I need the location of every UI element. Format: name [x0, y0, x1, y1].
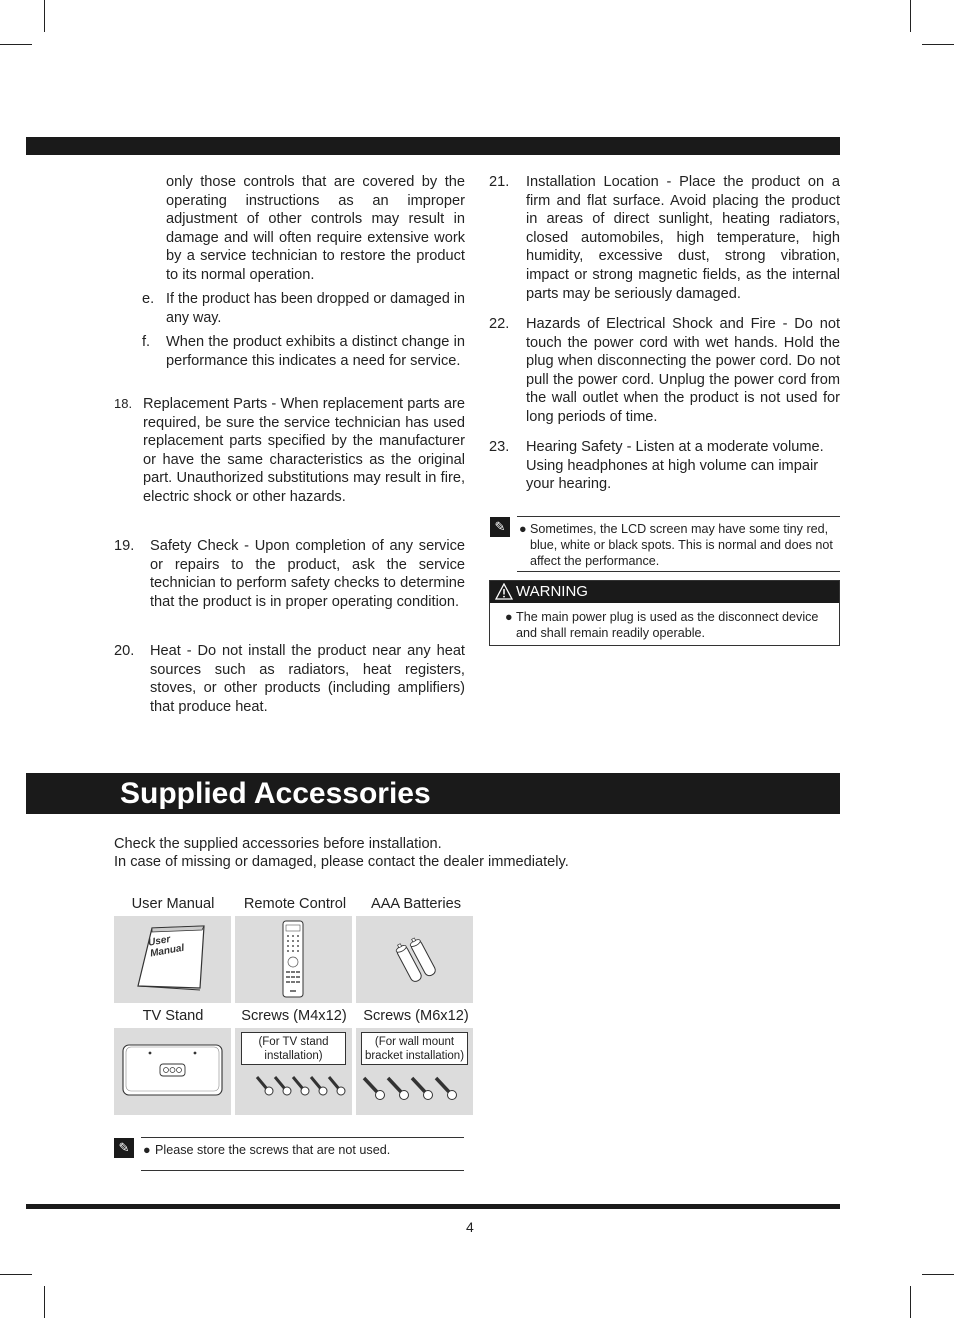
item-label: f.	[142, 334, 151, 350]
note-text: Sometimes, the LCD screen may have some tiny red, blue, white or black spots. This is normal and does not affect the performance.	[530, 522, 833, 568]
item-text: If the product has been dropped or damaged in any way.	[166, 291, 465, 326]
list-item-e	[142, 290, 465, 327]
crop-mark	[910, 0, 911, 32]
label-screws-m4: Screws (M4x12)	[241, 1008, 347, 1024]
tile-tv-stand	[114, 1028, 231, 1115]
remote-control-icon	[235, 916, 352, 1003]
intro-line-2: In case of missing or damaged, please contact the dealer immediately.	[114, 854, 569, 870]
item-number: 23.	[489, 439, 510, 455]
item-text: Heat - Do not install the product near any heat sources such as radiators, heat registers, stoves, or other products (including amplifiers) that produce heat.	[150, 643, 465, 715]
pencil-icon: ✎	[490, 517, 510, 537]
lcd-note	[517, 516, 840, 572]
item-number: 20.	[114, 643, 135, 659]
bullet-icon: ●	[505, 610, 513, 624]
user-manual-cover-text: User Manual	[147, 933, 186, 960]
crop-mark	[910, 1286, 911, 1318]
section-bar	[26, 773, 840, 814]
screws-m6-icon	[356, 1028, 473, 1115]
list-item-18	[114, 395, 465, 507]
tile-remote-control	[235, 916, 352, 1003]
list-item-f	[142, 333, 465, 370]
crop-mark	[0, 1274, 32, 1275]
item-text: Safety Check - Upon completion of any service or repairs to the product, ask the service technician to perform safety checks to determine that the product is in proper operating condition.	[150, 538, 465, 610]
screws-m4-note: (For TV stand installation)	[241, 1032, 346, 1065]
item-number: 18.	[114, 396, 133, 411]
item-number: 21.	[489, 174, 510, 190]
pencil-icon: ✎	[114, 1138, 134, 1158]
crop-mark	[0, 44, 32, 45]
list-item-20	[114, 642, 465, 716]
warning-triangle-icon	[495, 583, 513, 601]
label-tv-stand: TV Stand	[142, 1008, 204, 1024]
list-item-21	[489, 173, 840, 303]
store-screws-note	[141, 1137, 464, 1171]
item-number: 19.	[114, 538, 135, 554]
tile-screws-m4	[235, 1028, 352, 1115]
tile-aaa-batteries	[356, 916, 473, 1003]
user-manual-icon	[114, 916, 231, 1003]
list-item-23	[489, 438, 840, 494]
intro-text	[114, 835, 569, 871]
crop-mark	[922, 44, 954, 45]
item-text: Hearing Safety - Listen at a moderate volume. Using headphones at high volume can impair your hearing.	[526, 439, 824, 493]
label-aaa-batteries: AAA Batteries	[370, 896, 462, 912]
list-item-22	[489, 315, 840, 427]
item-text: Installation Location - Place the product on a firm and flat surface. Avoid placing the product in areas of direct sunlight, heating radiators, closed automobiles, high temperature, high humidity, excessive dust, strong vibration, impact or strong magnetic fields, as the internal parts may be seriously damaged.	[526, 174, 840, 302]
label-remote-control: Remote Control	[243, 896, 347, 912]
warning-text: The main power plug is used as the disconnect device and shall remain readily operable.	[516, 610, 819, 640]
label-screws-m6: Screws (M6x12)	[363, 1008, 469, 1024]
crop-mark	[44, 0, 45, 32]
warning-title: WARNING	[516, 583, 588, 600]
warning-box	[489, 580, 840, 646]
bullet-icon: ●	[519, 522, 527, 536]
footer-bar	[26, 1204, 840, 1209]
bullet-icon: ●	[143, 1143, 151, 1157]
crop-mark	[922, 1274, 954, 1275]
tv-stand-icon	[114, 1028, 231, 1115]
warning-header	[490, 581, 839, 603]
item-text: When the product exhibits a distinct change in performance this indicates a need for service.	[166, 334, 465, 369]
tile-user-manual	[114, 916, 231, 1003]
item-number: 22.	[489, 316, 510, 332]
screws-m4-icon	[235, 1028, 352, 1115]
header-bar	[26, 137, 840, 155]
item-text: only those controls that are covered by the operating instructions as an improper adjustment of other controls may result in damage and will often require extensive work by a service technician to restore the product to its normal operation.	[166, 174, 465, 283]
section-title: Supplied Accessories	[120, 777, 431, 810]
note-text: Please store the screws that are not used.	[155, 1143, 391, 1157]
item-label: e.	[142, 291, 155, 307]
list-item-d-continuation	[166, 173, 465, 285]
intro-line-1: Check the supplied accessories before installation.	[114, 836, 442, 852]
crop-mark	[44, 1286, 45, 1318]
item-text: Hazards of Electrical Shock and Fire - Do not touch the power cord with wet hands. Hold the plug when disconnecting the power cord. Do not pull the power cord. Unplug the power cord from the wall outlet when the product is not used for long periods of time.	[526, 316, 840, 425]
aaa-batteries-icon	[356, 916, 473, 1003]
label-user-manual: User Manual	[131, 896, 215, 912]
tile-screws-m6	[356, 1028, 473, 1115]
screws-m6-note: (For wall mount bracket installation)	[361, 1032, 468, 1065]
list-item-19	[114, 537, 465, 611]
warning-body	[490, 603, 839, 641]
page-number: 4	[466, 1219, 474, 1235]
item-text: Replacement Parts - When replacement parts are required, be sure the service technician has used replacement parts specified by the manufacturer or have the same characteristics as the original part. Unauthorized substitutions may result in fire, electric shock or other hazards.	[143, 396, 465, 505]
